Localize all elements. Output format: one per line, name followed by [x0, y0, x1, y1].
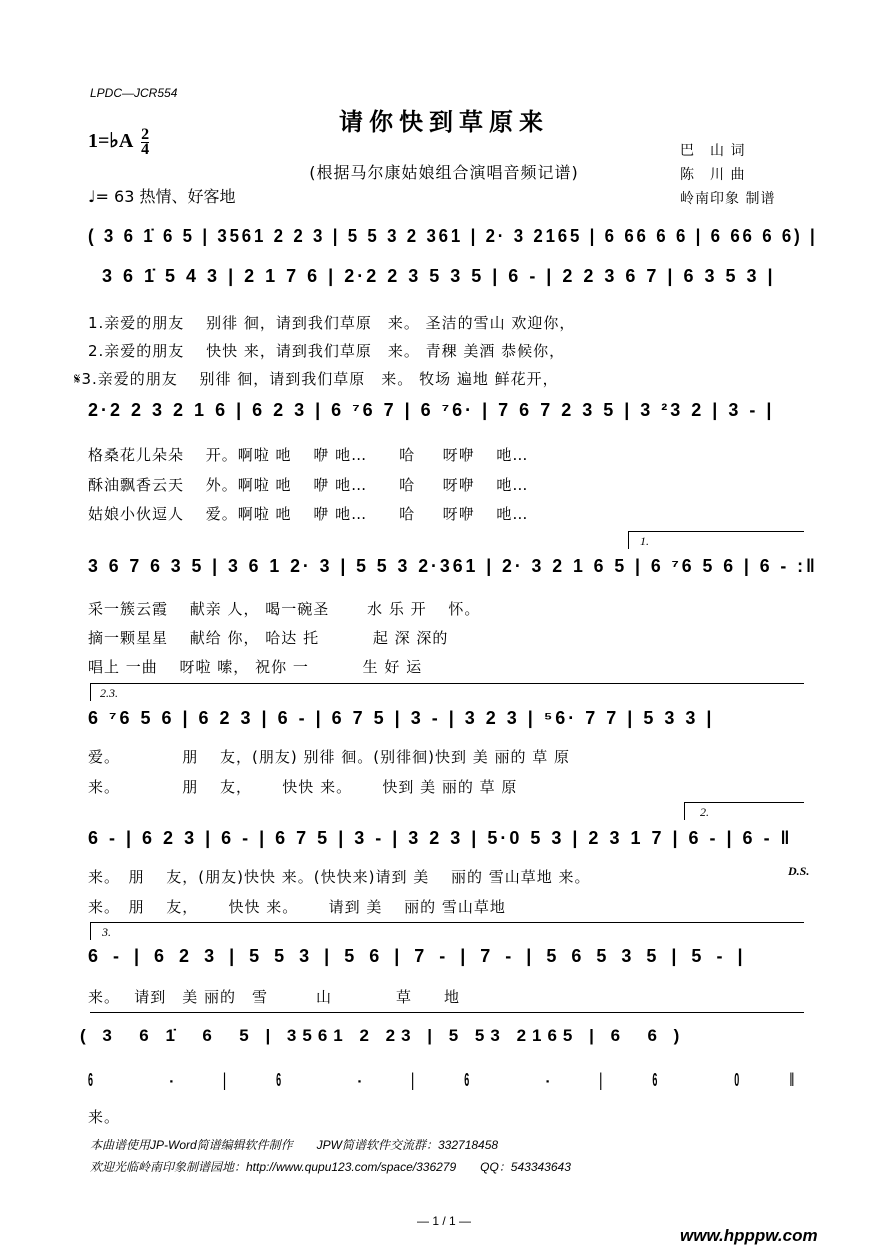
volta-3-label: 3. — [102, 925, 111, 939]
footer-line-1: 本曲谱使用JP-Word简谱编辑软件制作 JPW简谱软件交流群：332718458 — [90, 1138, 499, 1152]
volta-23-edge — [90, 683, 91, 701]
notation-row-8 — [80, 1026, 806, 1060]
lyric-verse-2b: 酥油飘香云天 外。啊啦 吔 咿 吔… 哈 呀咿 吔… — [88, 476, 529, 494]
volta-3-line — [90, 922, 804, 923]
notation-row-1 — [88, 226, 818, 260]
footer-line-2: 欢迎光临岭南印象制谱园地：http://www.qupu123.com/space/336279 QQ：543343643 — [90, 1160, 571, 1174]
key-label: 1=♭A — [88, 130, 133, 153]
page-number: — 1 / 1 — — [416, 1214, 472, 1228]
score-code: LPDC—JCR554 — [90, 86, 178, 100]
watermark-site: www.hpppw.com — [680, 1226, 818, 1245]
notes: ( 3 6 1̇ 6 5 | 3561 2 2 3 | 5 5 3 2 361 | 2· 3 2165 | 6 66 6 6 | 6 66 6 6) | — [88, 226, 818, 246]
lyric-section3-line2: 来。 朋 友， 快快 来。 请到 美 丽的 雪山草地 — [88, 898, 506, 916]
notation-row-4 — [88, 556, 818, 590]
volta-23-label: 2.3. — [100, 686, 118, 700]
volta-2-line — [684, 802, 804, 803]
notation-row-5 — [88, 708, 806, 742]
volta-1-label: 1. — [640, 534, 649, 548]
lyric-verse-3c: 唱上 一曲 呀啦 嗦， 祝你 一 生 好 运 — [88, 658, 423, 676]
arranger-credit: 岭南印象 制谱 — [680, 191, 776, 207]
notes: 6 - | 6 2 3 | 5 5 3 | 5 6 | 7 - | 7 - | 5 6 5 3 5 | 5 - | — [88, 946, 748, 966]
volta-1-line — [628, 531, 804, 532]
notes: 3 6 7 6 3 5 | 3 6 1 2· 3 | 5 5 3 2·361 | 2· 3 2 1 6 5 | 6 ⁷6 5 6 | 6 - :‖ — [88, 556, 818, 576]
notes: 6 - | 6 - | 6 - | 6 0 ‖ — [88, 1070, 819, 1090]
lyric-verse-1c: 采一簇云霞 献亲 人， 喝一碗圣 水 乐 开 怀。 — [88, 600, 481, 618]
meter-bottom: 4 — [141, 141, 150, 158]
notation-row-6 — [88, 828, 806, 862]
notes: 6 - | 6 2 3 | 6 - | 6 7 5 | 3 - | 3 2 3 | 5·0 5 3 | 2 3 1 7 | 6 - | 6 - ‖ — [88, 828, 793, 848]
lyric-verse-1a: 1.亲爱的朋友 别徘 徊，请到我们草原 来。 圣洁的雪山 欢迎你， — [88, 314, 576, 332]
volta-3-edge — [90, 922, 91, 940]
notes: 3 6 1̇ 5 4 3 | 2 1 7 6 | 2·2 2 3 5 3 5 | 6 - | 2 2 3 6 7 | 6 3 5 3 | — [102, 266, 776, 286]
volta-2-label: 2. — [700, 805, 709, 819]
lyric-verse-2a: 2.亲爱的朋友 快快 来，请到我们草原 来。 青稞 美酒 恭候你， — [88, 342, 566, 360]
notes: 6 ⁷6 5 6 | 6 2 3 | 6 - | 6 7 5 | 3 - | 3 2 3 | ⁵6· 7 7 | 5 3 3 | — [88, 708, 715, 728]
time-signature — [141, 128, 149, 157]
notation-row-7 — [88, 946, 806, 980]
tempo-marking: ♩= 63 热情、好客地 — [88, 187, 236, 206]
lyric-verse-3a: 𝄋3.亲爱的朋友 别徘 徊，请到我们草原 来。 牧场 遍地 鲜花开， — [74, 370, 559, 388]
notation-row-3 — [88, 400, 806, 434]
volta-23-line — [90, 683, 804, 684]
lyric-verse-2c: 摘一颗星星 献给 你， 哈达 托 起 深 深的 — [88, 629, 449, 647]
notation-row-2 — [88, 266, 806, 300]
system-line — [90, 1012, 804, 1013]
lyricist-credit: 巴 山 词 — [680, 143, 746, 159]
notes: 2·2 2 3 2 1 6 | 6 2 3 | 6 ⁷6 7 | 6 ⁷6· | 7 6 7 2 3 5 | 3 ²3 2 | 3 - | — [88, 400, 775, 420]
page-title: 请你快到草原来 — [339, 107, 549, 136]
lyric-verse-3b: 姑娘小伙逗人 爱。啊啦 吔 咿 吔… 哈 呀咿 吔… — [88, 505, 529, 523]
lyric-section2-line2: 来。 朋 友， 快快 来。 快到 美 丽的 草 原 — [88, 778, 518, 796]
notation-row-9 — [88, 1070, 819, 1104]
volta-1-edge — [628, 531, 629, 549]
lyric-section4-line1: 来。 请到 美 丽的 雪 山 草 地 — [88, 988, 461, 1006]
volta-2-edge — [684, 802, 685, 820]
subtitle: (根据马尔康姑娘组合演唱音频记谱) — [309, 163, 579, 182]
lyric-verse-1b: 格桑花儿朵朵 开。啊啦 吔 咿 吔… 哈 呀咿 吔… — [88, 446, 529, 464]
meter-top: 2 — [141, 126, 150, 143]
composer-credit: 陈 川 曲 — [680, 167, 746, 183]
notes: ( 3 6 1̇ 6 5 | 3561 2 23 | 5 53 2165 | 6 6 ) — [80, 1026, 686, 1045]
lyric-final: 来。 — [88, 1108, 121, 1126]
lyric-section3-line1: 来。 朋 友，(朋友)快快 来。(快快来)请到 美 丽的 雪山草地 来。 — [88, 868, 591, 886]
lyric-section2-line1: 爱。 朋 友，(朋友) 别徘 徊。(别徘徊)快到 美 丽的 草 原 — [88, 748, 571, 766]
dal-segno-mark: D.S. — [788, 864, 810, 878]
key-signature — [88, 128, 149, 157]
